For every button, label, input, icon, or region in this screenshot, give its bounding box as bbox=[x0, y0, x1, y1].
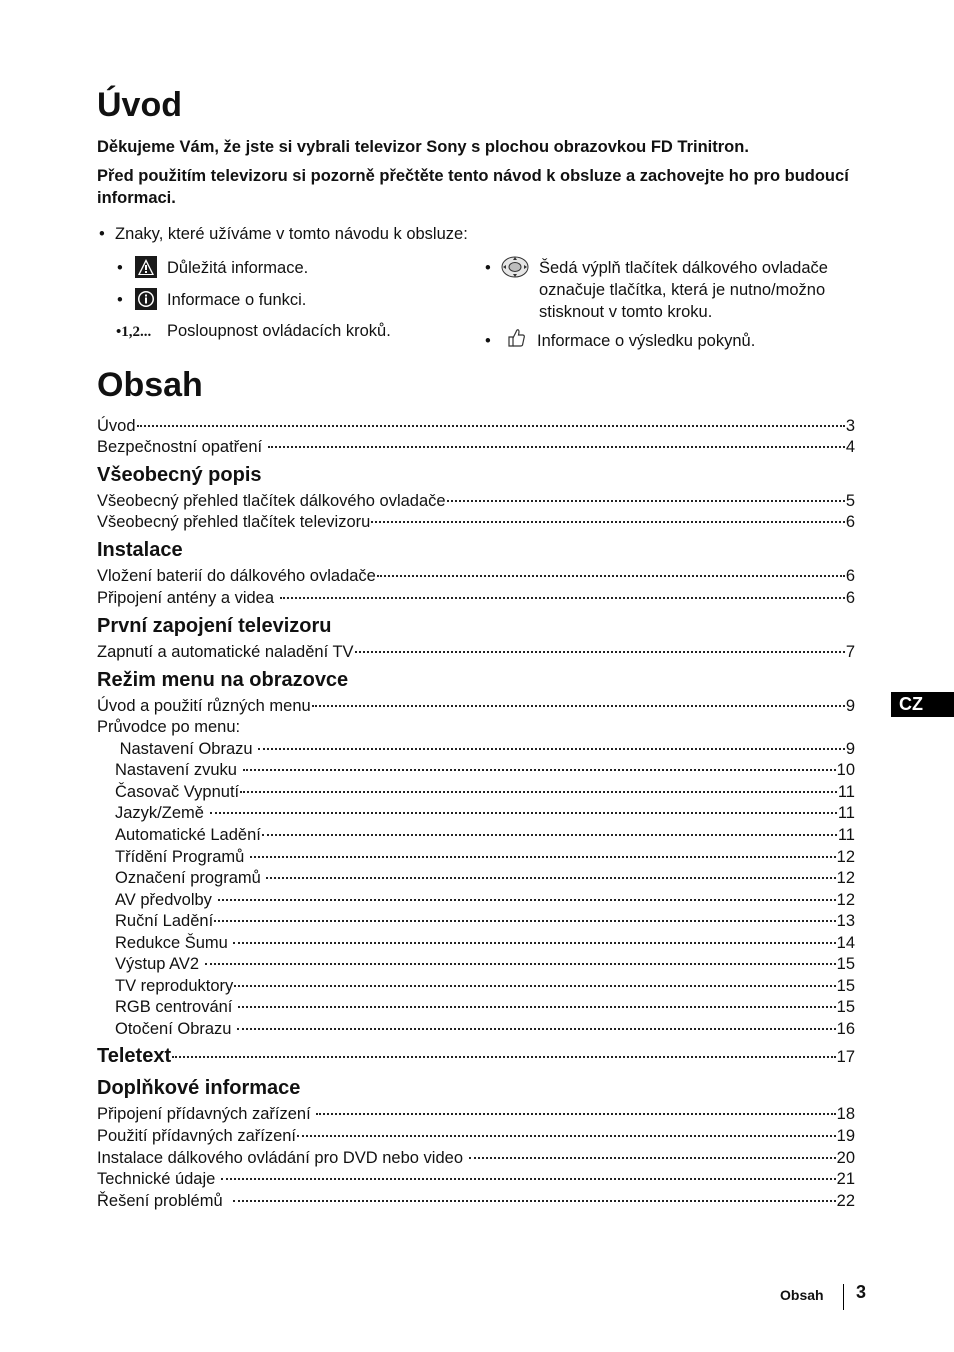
toc-entry-page: 7 bbox=[845, 643, 855, 661]
toc-entry-page: 20 bbox=[836, 1149, 855, 1167]
toc-entry-label: Výstup AV2 bbox=[115, 955, 204, 973]
toc-entry-page: 11 bbox=[837, 783, 855, 801]
toc-entry-label: Technické údaje bbox=[97, 1170, 220, 1188]
info-icon bbox=[135, 288, 155, 308]
toc-entry-page: 4 bbox=[845, 438, 855, 456]
toc-entry[interactable] bbox=[115, 739, 855, 760]
toc-entry-label: Úvod a použití různých menu bbox=[97, 697, 311, 715]
toc-leader-dots bbox=[258, 748, 845, 750]
toc-entry-page: 9 bbox=[845, 697, 855, 715]
toc-entry[interactable] bbox=[97, 642, 855, 663]
toc-entry-label: Řešení problémů bbox=[97, 1192, 232, 1210]
toc-entry[interactable] bbox=[115, 997, 855, 1018]
toc-leader-dots bbox=[312, 705, 845, 707]
intro-title: Úvod bbox=[97, 86, 182, 124]
toc-entry[interactable] bbox=[115, 760, 855, 781]
toc-leader-dots bbox=[214, 920, 835, 922]
toc-entry-page: 10 bbox=[836, 761, 855, 779]
toc-entry-label: Instalace dálkového ovládání pro DVD nebo video bbox=[97, 1149, 468, 1167]
toc-entry-label: Úvod bbox=[97, 417, 136, 435]
toc-entry-label: Všeobecný přehled tlačítek dálkového ovladače bbox=[97, 492, 446, 510]
toc-entry[interactable] bbox=[97, 416, 855, 437]
bullet-dot: • bbox=[99, 225, 105, 243]
toc-leader-dots bbox=[238, 1006, 836, 1008]
language-tab: CZ bbox=[891, 692, 954, 717]
toc-entry[interactable] bbox=[115, 868, 855, 889]
toc-entry[interactable] bbox=[97, 437, 855, 458]
toc-entry[interactable] bbox=[115, 954, 855, 975]
toc-entry-label: Připojení přídavných zařízení bbox=[97, 1105, 316, 1123]
warning-icon bbox=[135, 256, 155, 276]
toc-leader-dots bbox=[172, 1056, 836, 1058]
toc-leader-dots bbox=[137, 425, 845, 427]
toc-leader-dots bbox=[266, 877, 835, 879]
footer-divider bbox=[843, 1284, 844, 1310]
toc-entry-page: 6 bbox=[845, 567, 855, 585]
toc-entry-page: 6 bbox=[845, 589, 855, 607]
symbol-result-text: Informace o výsledku pokynů. bbox=[537, 332, 756, 350]
toc-entry[interactable] bbox=[97, 1148, 855, 1169]
toc-entry-page: 12 bbox=[836, 891, 855, 909]
toc-entry[interactable] bbox=[97, 696, 855, 717]
toc-entry-label: Časovač Vypnutí bbox=[115, 783, 240, 801]
toc-entry-page: 12 bbox=[836, 848, 855, 866]
toc-leader-dots bbox=[371, 521, 844, 523]
toc-leader-dots bbox=[237, 1028, 836, 1030]
toc-section-heading: První zapojení televizoru bbox=[97, 615, 332, 637]
toc-entry-label: RGB centrování bbox=[115, 998, 237, 1016]
toc-section-heading: Režim menu na obrazovce bbox=[97, 669, 349, 691]
toc-entry-label: Redukce Šumu bbox=[115, 934, 233, 952]
remote-buttons-icon bbox=[499, 254, 531, 280]
toc-entry[interactable] bbox=[97, 491, 855, 512]
toc-entry-label: Ruční Ladění bbox=[115, 912, 214, 930]
toc-entry[interactable] bbox=[97, 1126, 855, 1147]
toc-entry-page: 13 bbox=[836, 912, 855, 930]
toc-entry[interactable] bbox=[115, 1019, 855, 1040]
toc-leader-dots bbox=[233, 942, 835, 944]
toc-entry[interactable] bbox=[97, 512, 855, 533]
intro-thanks: Děkujeme Vám, že jste si vybrali televizor Sony s plochou obrazovkou FD Trinitron. bbox=[97, 138, 749, 156]
toc-leader-dots bbox=[205, 963, 836, 965]
steps-marker-text: 1,2... bbox=[121, 324, 152, 340]
bullet-dot: • bbox=[485, 332, 491, 350]
toc-entry-label: Nastavení Obrazu bbox=[115, 740, 258, 758]
toc-section-heading: Doplňkové informace bbox=[97, 1077, 301, 1099]
symbol-warning-text: Důležitá informace. bbox=[167, 259, 309, 277]
toc-leader-dots bbox=[268, 446, 845, 448]
symbol-steps-text: Posloupnost ovládacích kroků. bbox=[167, 322, 391, 340]
toc-entry-label: Jazyk/Země bbox=[115, 804, 209, 822]
bullet-dot: • bbox=[117, 259, 123, 277]
toc-leader-dots bbox=[447, 500, 845, 502]
toc-entry-label: Označení programů bbox=[115, 869, 266, 887]
toc-entry-label: Otočení Obrazu bbox=[115, 1020, 237, 1038]
toc-leader-dots bbox=[469, 1157, 836, 1159]
toc-entry-page: 21 bbox=[836, 1170, 855, 1188]
toc-leader-dots bbox=[355, 651, 845, 653]
toc-entry-page: 15 bbox=[836, 955, 855, 973]
toc-entry-page: 19 bbox=[836, 1127, 855, 1145]
toc-entry-label: Automatické Ladění bbox=[115, 826, 261, 844]
contents-title: Obsah bbox=[97, 366, 203, 404]
toc-entry-page: 9 bbox=[845, 740, 855, 758]
toc-leader-dots bbox=[316, 1113, 835, 1115]
toc-leader-dots bbox=[218, 899, 836, 901]
toc-entry[interactable] bbox=[115, 933, 855, 954]
toc-entry[interactable] bbox=[97, 1191, 855, 1212]
toc-entry-page: 17 bbox=[836, 1048, 855, 1066]
thumbs-up-icon bbox=[505, 327, 527, 349]
bullet-dot: • bbox=[485, 259, 491, 277]
toc-leader-dots bbox=[280, 597, 845, 599]
symbol-info-text: Informace o funkci. bbox=[167, 291, 307, 309]
toc-entry-page: 14 bbox=[836, 934, 855, 952]
symbols-intro: Znaky, které užíváme v tomto návodu k obsluze: bbox=[115, 225, 468, 243]
toc-entry[interactable] bbox=[115, 976, 855, 997]
toc-leader-dots bbox=[210, 812, 837, 814]
toc-section-heading: Všeobecný popis bbox=[97, 464, 262, 486]
toc-entry-label: Teletext bbox=[97, 1045, 172, 1067]
toc-entry-label: Třídění Programů bbox=[115, 848, 249, 866]
toc-entry-page: 16 bbox=[836, 1020, 855, 1038]
toc-leader-dots bbox=[297, 1135, 836, 1137]
toc-leader-dots bbox=[221, 1178, 836, 1180]
toc-entry-label: AV předvolby bbox=[115, 891, 217, 909]
toc-entry-page: 15 bbox=[836, 977, 855, 995]
toc-entry[interactable] bbox=[115, 782, 855, 803]
toc-entry[interactable] bbox=[97, 1046, 855, 1068]
toc-entry-page: 22 bbox=[836, 1192, 855, 1210]
toc-entry-page: 3 bbox=[845, 417, 855, 435]
toc-entry[interactable] bbox=[115, 803, 855, 824]
toc-entry[interactable] bbox=[97, 588, 855, 609]
toc-entry-page: 12 bbox=[836, 869, 855, 887]
toc-entry-label: Použití přídavných zařízení bbox=[97, 1127, 297, 1145]
toc-entry-page: 5 bbox=[845, 492, 855, 510]
toc-leader-dots bbox=[250, 856, 836, 858]
page-number: 3 bbox=[856, 1282, 867, 1302]
toc-leader-dots bbox=[262, 834, 837, 836]
toc-entry-label: Zapnutí a automatické naladění TV bbox=[97, 643, 354, 661]
toc-entry[interactable] bbox=[115, 911, 855, 932]
toc-leader-dots bbox=[233, 1200, 836, 1202]
symbol-remote-text: Šedá výplň tlačítek dálkového ovladače označuje tlačítka, která je nutno/možno stisknout v tomto kroku. bbox=[539, 259, 828, 321]
toc-entry[interactable] bbox=[115, 825, 855, 846]
toc-subheading: Průvodce po menu: bbox=[97, 718, 241, 736]
toc-section-heading: Instalace bbox=[97, 539, 183, 561]
toc-entry[interactable] bbox=[97, 1169, 855, 1190]
toc-entry-label: Všeobecný přehled tlačítek televizoru bbox=[97, 513, 371, 531]
toc-entry-label: Připojení antény a videa bbox=[97, 589, 279, 607]
toc-entry-page: 18 bbox=[836, 1105, 855, 1123]
toc-entry-page: 15 bbox=[836, 998, 855, 1016]
toc-entry-label: Vložení baterií do dálkového ovladače bbox=[97, 567, 376, 585]
toc-entry[interactable] bbox=[97, 1104, 855, 1125]
steps-marker: •1,2... bbox=[116, 324, 152, 340]
toc-entry-label: Nastavení zvuku bbox=[115, 761, 242, 779]
toc-entry-page: 6 bbox=[845, 513, 855, 531]
toc-entry-page: 11 bbox=[837, 804, 855, 822]
toc-leader-dots bbox=[234, 985, 835, 987]
intro-before-use: Před použitím televizoru si pozorně přečtěte tento návod k obsluze a zachovejte ho pro budoucí informaci. bbox=[97, 167, 849, 207]
toc-entry-label: TV reproduktory bbox=[115, 977, 234, 995]
toc-entry-label: Bezpečnostní opatření bbox=[97, 438, 267, 456]
toc-entry-page: 11 bbox=[837, 826, 855, 844]
toc-leader-dots bbox=[377, 575, 845, 577]
toc-entry[interactable] bbox=[115, 847, 855, 868]
toc-entry[interactable] bbox=[115, 890, 855, 911]
toc-leader-dots bbox=[240, 791, 837, 793]
footer-section-label: Obsah bbox=[780, 1287, 824, 1303]
bullet-dot: • bbox=[117, 291, 123, 309]
toc-entry[interactable] bbox=[97, 566, 855, 587]
toc-leader-dots bbox=[243, 769, 836, 771]
